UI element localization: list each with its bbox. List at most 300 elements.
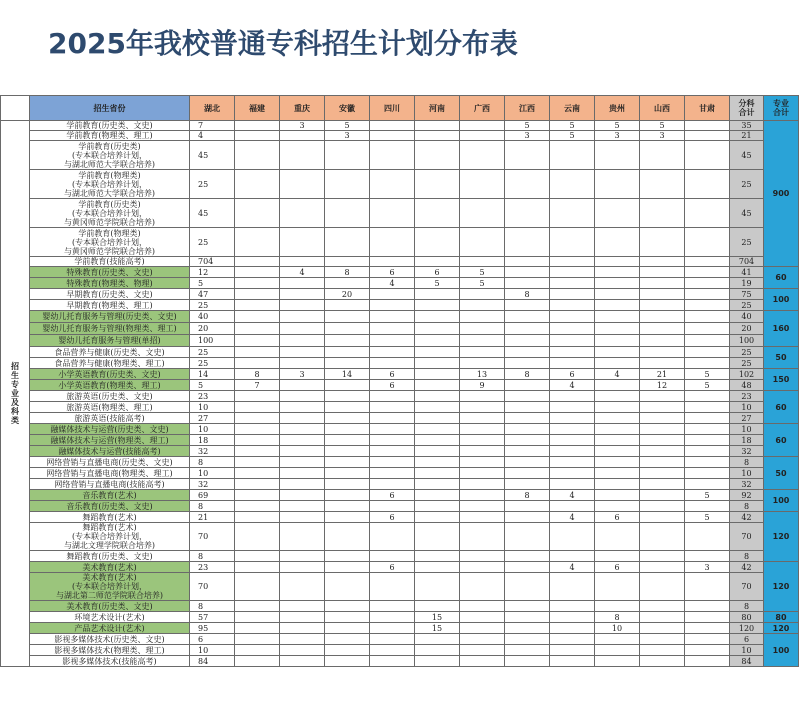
quota-cell — [685, 479, 730, 490]
quota-cell — [415, 634, 460, 645]
quota-cell — [505, 228, 550, 257]
quota-cell — [550, 457, 595, 468]
quota-cell — [460, 289, 505, 300]
quota-cell — [550, 573, 595, 601]
header-province-name: 广西 — [460, 96, 505, 121]
quota-cell — [370, 424, 415, 435]
major-total-cell: 120 — [764, 562, 799, 612]
quota-cell — [460, 424, 505, 435]
quota-cell — [595, 656, 640, 667]
quota-cell — [415, 228, 460, 257]
quota-cell — [280, 335, 325, 347]
quota-cell — [280, 257, 325, 267]
subtotal-cell: 92 — [730, 490, 764, 501]
quota-cell — [640, 446, 685, 457]
quota-cell — [415, 501, 460, 512]
quota-cell — [640, 358, 685, 369]
quota-cell — [280, 170, 325, 199]
quota-cell: 5 — [325, 121, 370, 131]
quota-cell — [325, 435, 370, 446]
quota-cell — [550, 645, 595, 656]
table-row — [1, 479, 799, 490]
quota-cell — [280, 380, 325, 391]
quota-cell: 10 — [190, 424, 235, 435]
subtotal-cell: 48 — [730, 380, 764, 391]
subtotal-cell: 10 — [730, 402, 764, 413]
subtotal-cell: 10 — [730, 424, 764, 435]
quota-cell — [325, 562, 370, 573]
quota-cell: 5 — [685, 369, 730, 380]
quota-cell — [595, 523, 640, 551]
quota-cell — [415, 468, 460, 479]
quota-cell — [460, 391, 505, 402]
quota-cell — [325, 490, 370, 501]
quota-cell: 25 — [190, 170, 235, 199]
quota-cell: 23 — [190, 562, 235, 573]
quota-cell — [370, 131, 415, 141]
quota-cell — [460, 634, 505, 645]
table-row — [1, 490, 799, 501]
table-row — [1, 645, 799, 656]
quota-cell — [235, 278, 280, 289]
quota-cell — [550, 335, 595, 347]
quota-cell — [550, 402, 595, 413]
quota-cell — [235, 612, 280, 623]
quota-cell — [685, 170, 730, 199]
quota-cell — [370, 335, 415, 347]
table-row — [1, 512, 799, 523]
quota-cell: 3 — [685, 562, 730, 573]
quota-cell — [460, 468, 505, 479]
quota-cell — [685, 257, 730, 267]
major-cell: 融媒体技术与运营(技能高考) — [30, 446, 190, 457]
quota-cell: 10 — [190, 645, 235, 656]
quota-cell — [460, 257, 505, 267]
quota-cell — [595, 170, 640, 199]
quota-cell: 25 — [190, 347, 235, 358]
quota-cell: 4 — [550, 380, 595, 391]
quota-cell — [550, 141, 595, 170]
quota-cell — [460, 335, 505, 347]
quota-cell — [235, 501, 280, 512]
quota-cell — [505, 457, 550, 468]
quota-cell: 4 — [370, 278, 415, 289]
quota-cell — [640, 656, 685, 667]
quota-cell — [325, 347, 370, 358]
quota-cell — [460, 323, 505, 335]
quota-cell — [415, 656, 460, 667]
quota-cell — [460, 523, 505, 551]
quota-cell — [415, 402, 460, 413]
header-province-name: 安徽 — [325, 96, 370, 121]
table-row — [1, 562, 799, 573]
quota-cell: 5 — [685, 380, 730, 391]
quota-cell — [370, 479, 415, 490]
table-row — [1, 391, 799, 402]
quota-cell — [595, 335, 640, 347]
quota-cell: 5 — [685, 512, 730, 523]
quota-cell: 8 — [190, 601, 235, 612]
quota-cell: 6 — [370, 490, 415, 501]
quota-cell — [280, 347, 325, 358]
major-cell: 学前教育(历史类、文史) — [30, 121, 190, 131]
quota-cell — [280, 656, 325, 667]
quota-cell — [595, 199, 640, 228]
quota-cell — [550, 267, 595, 278]
quota-cell — [325, 170, 370, 199]
quota-cell — [280, 623, 325, 634]
quota-cell: 5 — [460, 278, 505, 289]
quota-cell — [235, 523, 280, 551]
quota-cell — [640, 634, 685, 645]
major-total-cell: 120 — [764, 512, 799, 562]
quota-cell — [505, 446, 550, 457]
table-row — [1, 402, 799, 413]
subtotal-cell: 25 — [730, 170, 764, 199]
quota-cell — [685, 551, 730, 562]
quota-cell — [370, 435, 415, 446]
quota-cell — [235, 121, 280, 131]
major-cell: 小学英语教育(物理类、理工) — [30, 380, 190, 391]
quota-cell: 14 — [190, 369, 235, 380]
major-cell: 产品艺术设计(艺术) — [30, 623, 190, 634]
quota-cell: 25 — [190, 300, 235, 311]
major-total-cell: 50 — [764, 347, 799, 369]
quota-cell — [550, 278, 595, 289]
quota-cell: 15 — [415, 612, 460, 623]
quota-cell — [685, 656, 730, 667]
quota-cell — [685, 131, 730, 141]
quota-cell — [370, 656, 415, 667]
quota-cell — [460, 501, 505, 512]
quota-cell — [595, 289, 640, 300]
quota-cell — [640, 551, 685, 562]
quota-cell — [550, 551, 595, 562]
quota-cell — [415, 141, 460, 170]
quota-cell — [595, 479, 640, 490]
subtotal-cell: 18 — [730, 435, 764, 446]
quota-cell — [550, 435, 595, 446]
table-row — [1, 501, 799, 512]
quota-cell — [460, 612, 505, 623]
quota-cell — [595, 391, 640, 402]
quota-cell: 5 — [640, 121, 685, 131]
quota-cell — [505, 523, 550, 551]
quota-cell — [370, 199, 415, 228]
quota-cell: 3 — [595, 131, 640, 141]
quota-cell — [235, 391, 280, 402]
quota-cell — [640, 199, 685, 228]
quota-cell: 45 — [190, 199, 235, 228]
quota-cell: 15 — [415, 623, 460, 634]
quota-cell — [685, 121, 730, 131]
quota-cell — [685, 199, 730, 228]
subtotal-cell: 25 — [730, 228, 764, 257]
quota-cell: 8 — [505, 490, 550, 501]
quota-cell: 6 — [190, 634, 235, 645]
table-row — [1, 623, 799, 634]
quota-cell — [595, 551, 640, 562]
quota-cell: 10 — [190, 468, 235, 479]
table-row — [1, 289, 799, 300]
quota-cell — [280, 141, 325, 170]
quota-cell: 5 — [550, 131, 595, 141]
quota-cell — [370, 612, 415, 623]
subtotal-cell: 19 — [730, 278, 764, 289]
quota-cell — [550, 289, 595, 300]
quota-cell: 14 — [325, 369, 370, 380]
quota-cell — [370, 623, 415, 634]
major-cell: 旅游英语(技能高考) — [30, 413, 190, 424]
quota-cell — [325, 358, 370, 369]
quota-cell — [280, 601, 325, 612]
table-row — [1, 267, 799, 278]
quota-cell: 25 — [190, 228, 235, 257]
quota-cell — [640, 468, 685, 479]
quota-cell — [370, 446, 415, 457]
header-province-name: 河南 — [415, 96, 460, 121]
major-total-cell: 60 — [764, 424, 799, 457]
table-row — [1, 656, 799, 667]
quota-cell — [460, 413, 505, 424]
quota-cell — [325, 228, 370, 257]
quota-cell — [370, 468, 415, 479]
quota-cell — [640, 289, 685, 300]
quota-cell — [595, 457, 640, 468]
quota-cell — [415, 424, 460, 435]
table-row — [1, 612, 799, 623]
header-province-name: 湖北 — [190, 96, 235, 121]
subtotal-cell: 40 — [730, 311, 764, 323]
quota-cell — [325, 199, 370, 228]
quota-cell — [685, 141, 730, 170]
quota-cell — [280, 402, 325, 413]
quota-cell — [415, 523, 460, 551]
quota-cell — [460, 141, 505, 170]
quota-cell — [415, 369, 460, 380]
quota-cell — [595, 402, 640, 413]
subtotal-cell: 25 — [730, 358, 764, 369]
quota-cell — [280, 512, 325, 523]
subtotal-cell: 70 — [730, 573, 764, 601]
quota-cell — [550, 601, 595, 612]
quota-cell — [415, 601, 460, 612]
quota-cell — [460, 551, 505, 562]
quota-cell — [325, 402, 370, 413]
quota-cell — [505, 257, 550, 267]
quota-cell — [640, 573, 685, 601]
quota-cell — [640, 457, 685, 468]
quota-cell: 18 — [190, 435, 235, 446]
quota-cell — [415, 435, 460, 446]
quota-cell: 3 — [280, 369, 325, 380]
quota-cell: 47 — [190, 289, 235, 300]
quota-cell — [460, 347, 505, 358]
quota-cell: 4 — [190, 131, 235, 141]
quota-cell — [685, 601, 730, 612]
quota-cell — [280, 391, 325, 402]
quota-cell: 6 — [370, 512, 415, 523]
table-row — [1, 523, 799, 551]
quota-cell — [460, 446, 505, 457]
quota-cell — [235, 468, 280, 479]
table-row — [1, 335, 799, 347]
quota-cell — [505, 468, 550, 479]
table-row — [1, 634, 799, 645]
quota-cell — [280, 413, 325, 424]
quota-cell — [370, 300, 415, 311]
quota-cell: 6 — [370, 369, 415, 380]
quota-cell — [235, 457, 280, 468]
subtotal-cell: 8 — [730, 457, 764, 468]
quota-cell — [685, 413, 730, 424]
quota-cell — [505, 612, 550, 623]
quota-cell — [415, 311, 460, 323]
table-row — [1, 121, 799, 131]
quota-cell — [595, 413, 640, 424]
quota-cell — [685, 289, 730, 300]
quota-cell — [325, 380, 370, 391]
major-total-cell: 160 — [764, 311, 799, 347]
subtotal-cell: 84 — [730, 656, 764, 667]
quota-cell — [505, 402, 550, 413]
quota-cell: 3 — [325, 131, 370, 141]
quota-cell — [685, 612, 730, 623]
quota-cell: 25 — [190, 358, 235, 369]
quota-cell — [685, 468, 730, 479]
quota-cell — [235, 601, 280, 612]
quota-cell — [415, 457, 460, 468]
quota-cell — [460, 311, 505, 323]
major-total-cell: 100 — [764, 634, 799, 667]
quota-cell — [415, 512, 460, 523]
quota-cell — [280, 457, 325, 468]
quota-cell — [505, 551, 550, 562]
quota-cell — [460, 402, 505, 413]
major-cell: 网络营销与直播电商(技能高考) — [30, 479, 190, 490]
table-row — [1, 380, 799, 391]
major-total-cell: 60 — [764, 391, 799, 424]
quota-cell — [640, 413, 685, 424]
quota-cell — [595, 300, 640, 311]
quota-cell — [640, 170, 685, 199]
quota-cell: 100 — [190, 335, 235, 347]
quota-cell — [640, 424, 685, 435]
quota-cell — [460, 435, 505, 446]
quota-cell — [685, 623, 730, 634]
quota-cell — [505, 199, 550, 228]
category-label: 招 生 专 业 及 科 类 — [1, 121, 30, 667]
major-cell: 影视多媒体技术(物理类、理工) — [30, 645, 190, 656]
quota-cell — [550, 300, 595, 311]
table-row — [1, 170, 799, 199]
table-row — [1, 199, 799, 228]
quota-cell — [235, 228, 280, 257]
major-total-cell: 100 — [764, 289, 799, 311]
quota-cell — [460, 228, 505, 257]
quota-cell — [685, 335, 730, 347]
quota-cell — [505, 311, 550, 323]
quota-cell — [685, 278, 730, 289]
table-row — [1, 141, 799, 170]
quota-cell — [370, 311, 415, 323]
quota-cell — [550, 358, 595, 369]
quota-cell — [370, 413, 415, 424]
major-cell: 特殊教育(历史类、文史) — [30, 267, 190, 278]
table-row — [1, 424, 799, 435]
quota-cell — [415, 257, 460, 267]
quota-cell — [280, 424, 325, 435]
subtotal-cell: 8 — [730, 501, 764, 512]
quota-cell — [460, 300, 505, 311]
quota-cell — [235, 257, 280, 267]
major-cell: 学前教育(物理类) (专本联合培养计划， 与黄冈师范学院联合培养) — [30, 228, 190, 257]
quota-cell: 21 — [190, 512, 235, 523]
major-total-cell: 150 — [764, 369, 799, 391]
quota-cell — [685, 435, 730, 446]
quota-cell — [640, 335, 685, 347]
quota-cell — [685, 645, 730, 656]
quota-cell — [550, 634, 595, 645]
quota-cell: 3 — [280, 121, 325, 131]
quota-cell: 9 — [460, 380, 505, 391]
subtotal-cell: 120 — [730, 623, 764, 634]
quota-cell: 5 — [505, 121, 550, 131]
table-row — [1, 551, 799, 562]
quota-cell — [370, 645, 415, 656]
quota-cell — [505, 335, 550, 347]
quota-cell — [640, 562, 685, 573]
quota-cell — [370, 323, 415, 335]
quota-cell — [235, 335, 280, 347]
quota-cell: 70 — [190, 573, 235, 601]
quota-cell — [595, 358, 640, 369]
quota-cell — [460, 562, 505, 573]
table-row — [1, 573, 799, 601]
header-province-name: 江西 — [505, 96, 550, 121]
quota-cell — [505, 141, 550, 170]
quota-cell — [325, 424, 370, 435]
quota-cell — [415, 347, 460, 358]
quota-cell — [325, 300, 370, 311]
quota-cell — [460, 601, 505, 612]
quota-cell — [415, 413, 460, 424]
table-row — [1, 358, 799, 369]
quota-cell: 6 — [370, 267, 415, 278]
quota-cell — [550, 612, 595, 623]
table-row — [1, 257, 799, 267]
quota-cell — [550, 347, 595, 358]
quota-cell — [370, 347, 415, 358]
subtotal-cell: 32 — [730, 446, 764, 457]
table-row — [1, 601, 799, 612]
quota-cell: 20 — [325, 289, 370, 300]
major-cell: 美术教育(历史类、文史) — [30, 601, 190, 612]
quota-cell — [235, 490, 280, 501]
major-cell: 环境艺术设计(艺术) — [30, 612, 190, 623]
quota-cell — [640, 623, 685, 634]
subtotal-cell: 102 — [730, 369, 764, 380]
subtotal-cell: 6 — [730, 634, 764, 645]
header-province-name: 甘肃 — [685, 96, 730, 121]
quota-cell — [235, 323, 280, 335]
quota-cell — [505, 634, 550, 645]
quota-cell — [460, 490, 505, 501]
quota-cell — [640, 278, 685, 289]
quota-cell — [595, 347, 640, 358]
subtotal-cell: 42 — [730, 512, 764, 523]
quota-cell: 4 — [550, 490, 595, 501]
